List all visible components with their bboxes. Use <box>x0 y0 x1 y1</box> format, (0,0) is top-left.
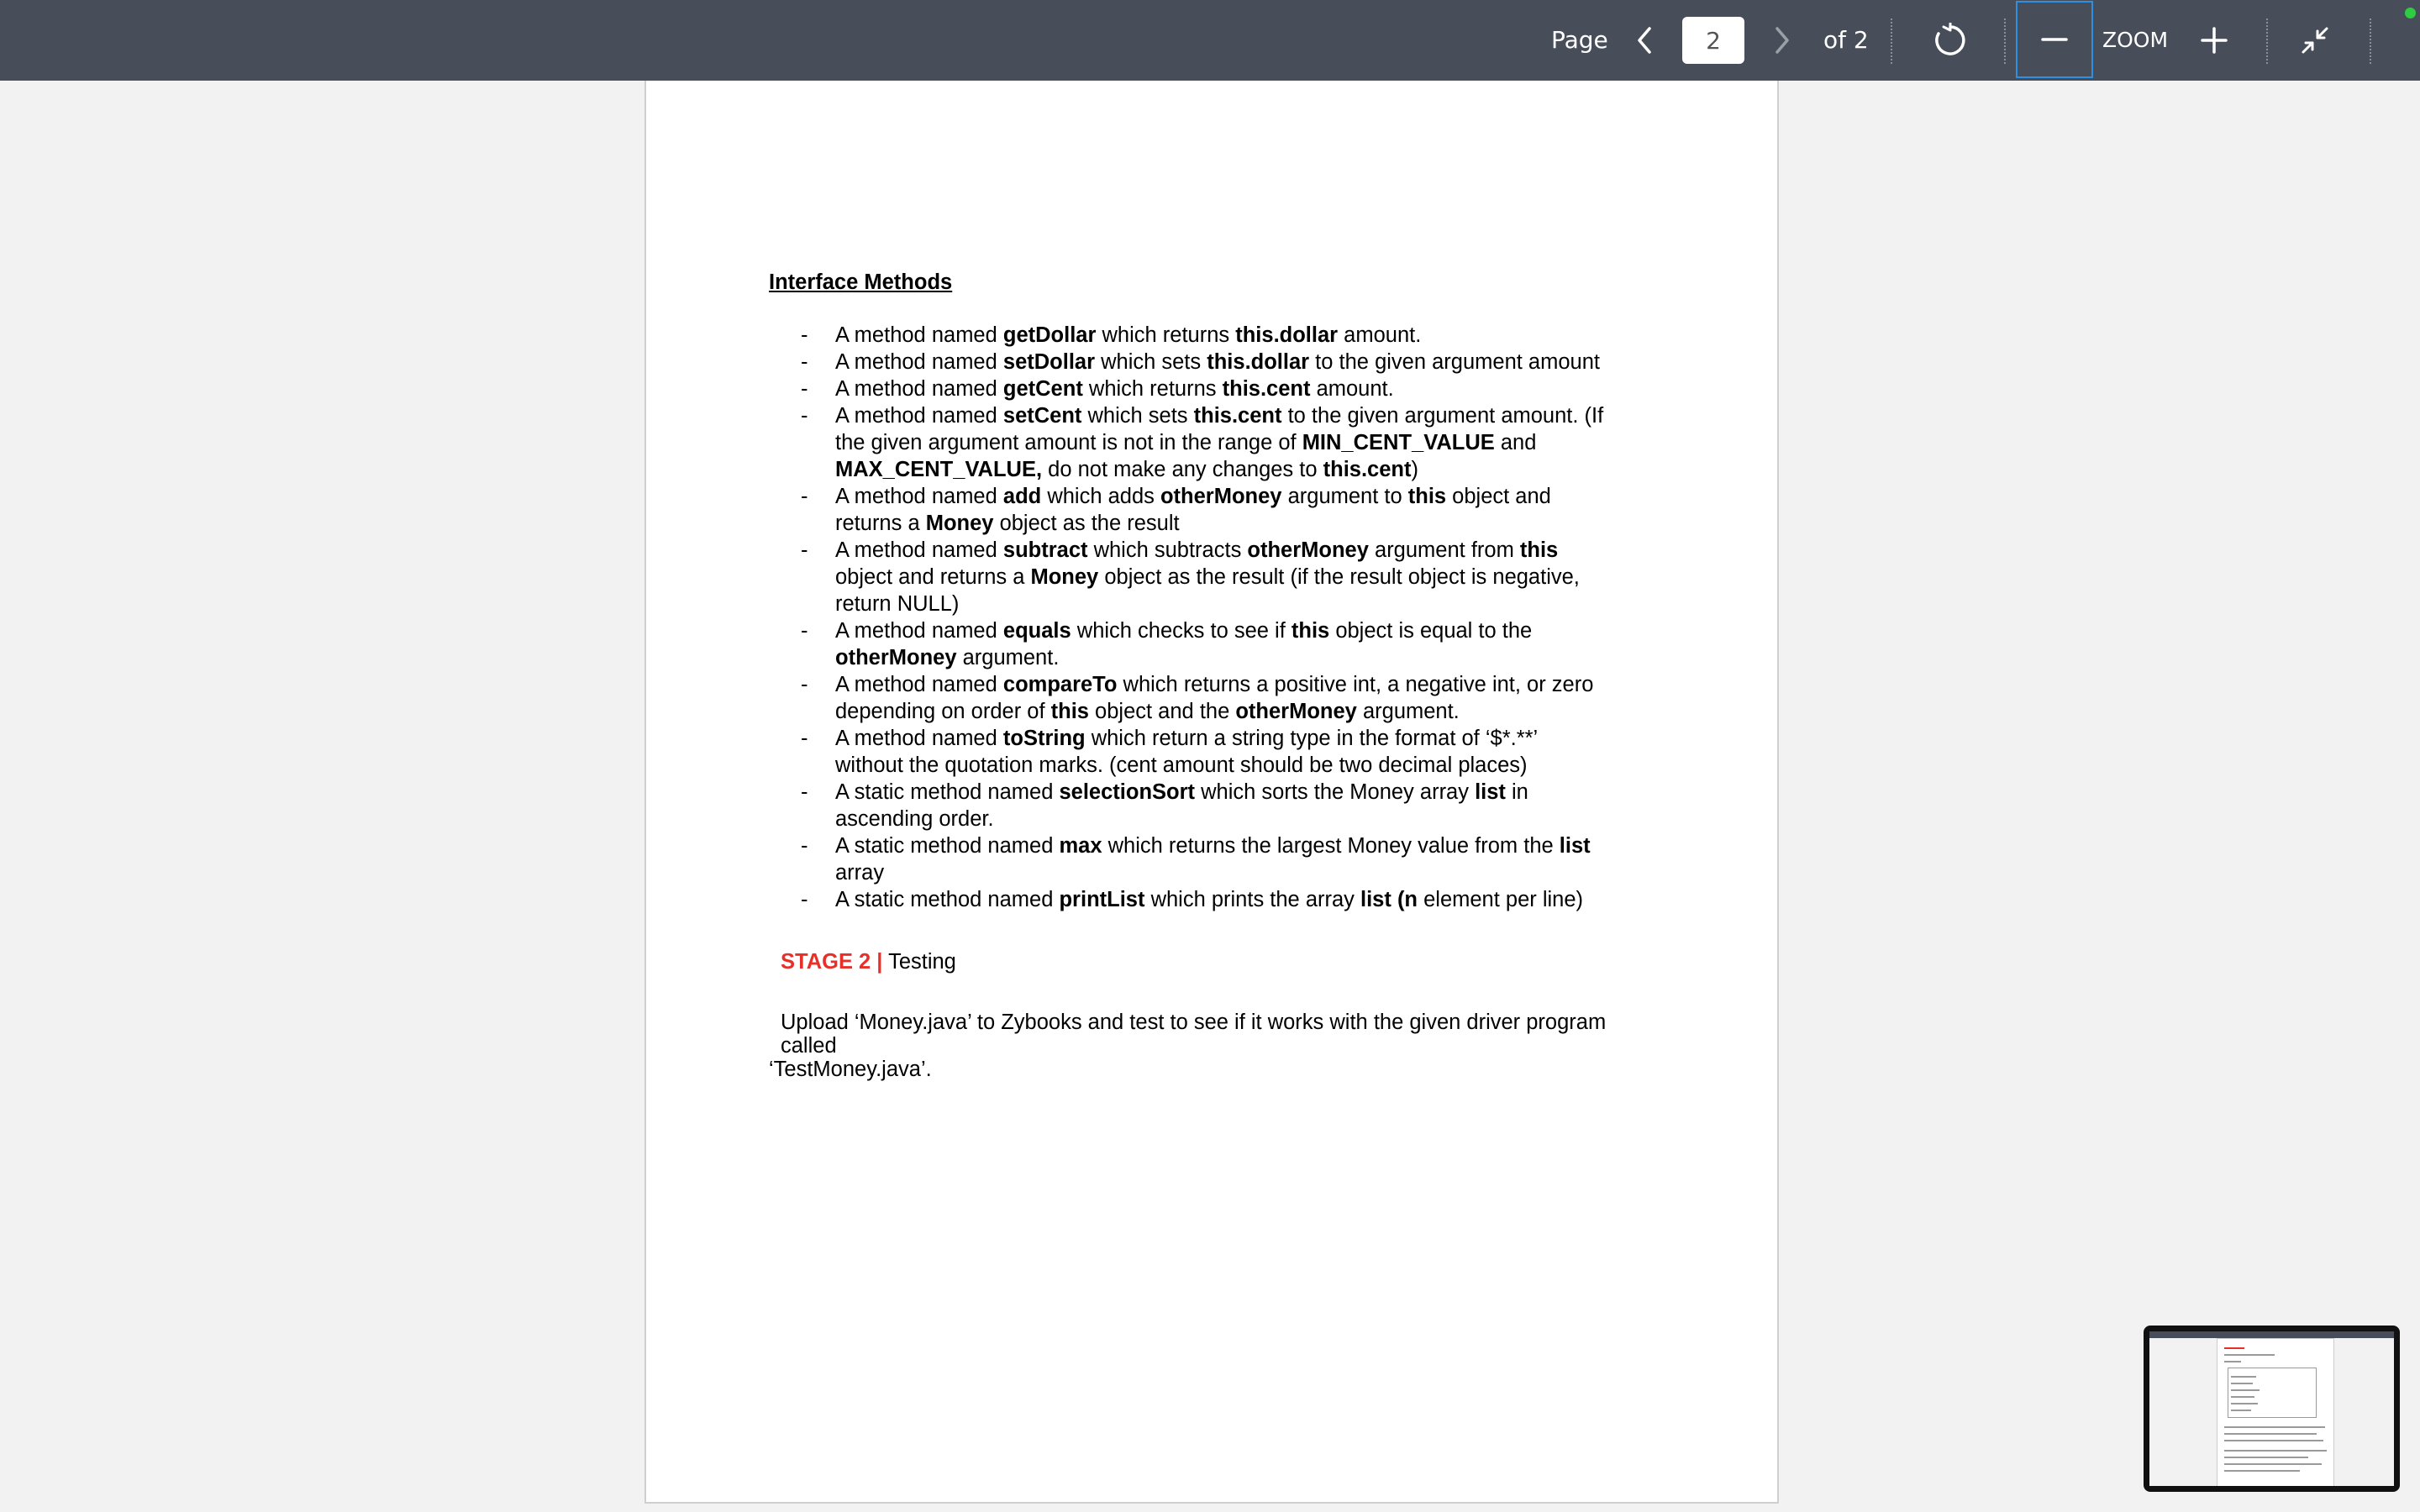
method-text: argument from <box>1368 538 1520 562</box>
next-page-button[interactable] <box>1763 0 1802 81</box>
toolbar-divider <box>2266 18 2268 64</box>
thumbnail-text-line <box>2224 1440 2323 1441</box>
method-text: which return a string type in the format of ‘$*.**’ without the quotation marks. (cent amount should be two decimal places) <box>835 727 1538 777</box>
method-text: object as the result <box>993 512 1180 535</box>
method-text: which returns a positive int, a negative int, or zero depending on order of <box>835 673 1594 723</box>
method-keyword: setDollar <box>1002 350 1096 374</box>
method-keyword: this <box>1407 485 1447 508</box>
method-keyword: Money <box>925 512 994 535</box>
method-keyword: this <box>1519 538 1559 562</box>
method-text: A method named <box>835 404 1003 428</box>
method-text: array <box>835 861 885 885</box>
method-text: which sorts the Money array <box>1195 780 1476 804</box>
upload-instructions <box>769 1011 1660 1081</box>
methods-list <box>769 322 1710 913</box>
method-list-item <box>769 375 1609 402</box>
thumbnail-text-line <box>2224 1426 2325 1428</box>
method-text: which subtracts <box>1087 538 1248 562</box>
upload-line-2: ‘TestMoney.java’. <box>769 1058 932 1081</box>
thumbnail-text-line <box>2231 1383 2253 1384</box>
method-keyword: compareTo <box>1002 673 1118 696</box>
thumbnail-text-line <box>2224 1463 2322 1465</box>
method-text: which prints the array <box>1144 888 1361 911</box>
method-text: A method named <box>835 619 1003 643</box>
method-keyword: this.cent <box>1323 458 1412 481</box>
method-text: object as the result (if the result object is negative, return NULL) <box>835 565 1580 616</box>
method-text: A method named <box>835 350 1003 374</box>
method-keyword: Money <box>1030 565 1099 589</box>
method-list-item <box>769 322 1609 349</box>
method-keyword: this.dollar <box>1207 350 1310 374</box>
list-bullet: - <box>801 377 808 401</box>
method-text: object and returns a <box>835 485 1551 535</box>
method-text: A method named <box>835 727 1003 750</box>
list-bullet: - <box>801 485 808 508</box>
zoom-in-icon <box>2199 25 2229 55</box>
thumbnail-text-line <box>2224 1457 2308 1458</box>
method-keyword: this.cent <box>1193 404 1282 428</box>
method-keyword: selectionSort <box>1059 780 1196 804</box>
list-bullet: - <box>801 888 808 911</box>
method-text: in ascending order. <box>835 780 1528 831</box>
list-bullet: - <box>801 538 808 562</box>
list-bullet: - <box>801 323 808 347</box>
prev-page-button[interactable] <box>1625 0 1664 81</box>
stage-heading <box>769 948 1710 975</box>
zoom-out-button[interactable] <box>2016 1 2093 78</box>
thumbnail-text-line <box>2231 1376 2256 1378</box>
status-indicator <box>2405 8 2416 18</box>
thumbnail-text-line <box>2224 1470 2300 1472</box>
prev-page-icon <box>1635 25 1654 55</box>
page-number-input[interactable] <box>1682 17 1744 64</box>
method-text: which sets <box>1081 404 1194 428</box>
method-text: ) <box>1411 458 1418 481</box>
method-list-item <box>769 671 1609 725</box>
method-keyword: this.dollar <box>1235 323 1339 347</box>
method-text: A static method named <box>835 780 1060 804</box>
method-list-item <box>769 483 1609 537</box>
list-bullet: - <box>801 673 808 696</box>
thumbnail-text-line <box>2224 1450 2327 1452</box>
page-label: Page <box>1551 26 1608 54</box>
method-list-item <box>769 886 1609 913</box>
thumbnail-text-line <box>2231 1410 2251 1411</box>
method-keyword: list (n <box>1360 888 1418 911</box>
list-bullet: - <box>801 619 808 643</box>
method-keyword: equals <box>1002 619 1071 643</box>
thumbnail-page <box>2217 1338 2334 1486</box>
method-list-item <box>769 832 1609 886</box>
list-bullet: - <box>801 404 808 428</box>
thumbnail-text-line <box>2224 1354 2275 1356</box>
collapse-icon <box>2300 25 2330 55</box>
method-text: argument. <box>956 646 1060 669</box>
method-keyword: toString <box>1002 727 1086 750</box>
method-text: and <box>1494 431 1537 454</box>
method-text: argument. <box>1356 700 1460 723</box>
method-keyword: max <box>1059 834 1102 858</box>
toolbar-divider <box>2004 18 2006 64</box>
zoom-in-button[interactable] <box>2193 0 2235 81</box>
method-keyword: otherMoney <box>1247 538 1369 562</box>
method-text: argument to <box>1281 485 1408 508</box>
exit-fullscreen-button[interactable] <box>2294 0 2336 81</box>
stage-label: STAGE 2 | <box>781 950 883 974</box>
method-text: to the given argument amount <box>1309 350 1600 374</box>
method-list-item <box>769 617 1609 671</box>
document-page <box>644 81 1779 1504</box>
method-keyword: otherMoney <box>835 646 957 669</box>
method-text: object and the <box>1088 700 1236 723</box>
method-text: to the given argument amount. (If the given argument amount is not in the range of <box>835 404 1604 454</box>
list-bullet: - <box>801 834 808 858</box>
method-text: A method named <box>835 485 1003 508</box>
method-list-item <box>769 537 1609 617</box>
zoom-out-icon <box>2018 3 2091 76</box>
method-text: amount. <box>1310 377 1394 401</box>
thumbnail-text-line <box>2224 1433 2317 1435</box>
method-text: A method named <box>835 673 1003 696</box>
list-bullet: - <box>801 350 808 374</box>
thumbnail-text-line <box>2231 1403 2258 1404</box>
upload-line-1: Upload ‘Money.java’ to Zybooks and test to see if it works with the given driver program called <box>781 1011 1607 1058</box>
method-text: A method named <box>835 538 1003 562</box>
method-keyword: list <box>1559 834 1591 858</box>
list-bullet: - <box>801 727 808 750</box>
method-text: do not make any changes to <box>1042 458 1323 481</box>
method-text: which checks to see if <box>1071 619 1292 643</box>
method-keyword: MIN_CENT_VALUE <box>1302 431 1495 454</box>
method-keyword: list <box>1475 780 1506 804</box>
method-text: which sets <box>1095 350 1207 374</box>
method-keyword: this <box>1291 619 1330 643</box>
method-keyword: this.cent <box>1222 377 1311 401</box>
method-list-item <box>769 402 1609 483</box>
method-text: amount. <box>1338 323 1422 347</box>
stage-title: Testing <box>888 950 956 974</box>
method-keyword: getDollar <box>1002 323 1097 347</box>
toolbar-divider <box>2370 18 2371 64</box>
method-text: A method named <box>835 377 1003 401</box>
method-text: which adds <box>1041 485 1160 508</box>
toolbar-divider <box>1891 18 1892 64</box>
method-keyword: subtract <box>1002 538 1088 562</box>
method-keyword: setCent <box>1002 404 1082 428</box>
thumbnail-text-line <box>2224 1361 2241 1362</box>
rotate-button[interactable] <box>1929 0 1971 81</box>
method-keyword: printList <box>1059 888 1145 911</box>
method-keyword: MAX_CENT_VALUE, <box>835 458 1043 481</box>
page-count-label: of 2 <box>1823 26 1869 54</box>
section-heading: Interface Methods <box>769 270 953 294</box>
next-page-icon <box>1773 25 1791 55</box>
method-text: which returns <box>1096 323 1236 347</box>
method-keyword: this <box>1050 700 1089 723</box>
method-text: which returns the largest Money value from the <box>1102 834 1560 858</box>
method-keyword: getCent <box>1002 377 1083 401</box>
method-text: element per line) <box>1418 888 1584 911</box>
method-list-item <box>769 349 1609 375</box>
method-keyword: otherMoney <box>1235 700 1357 723</box>
method-keyword: add <box>1002 485 1042 508</box>
document-content <box>769 269 1710 1081</box>
list-bullet: - <box>801 780 808 804</box>
method-list-item <box>769 779 1609 832</box>
thumbnail-viewport <box>2149 1331 2394 1486</box>
pdf-toolbar <box>0 0 2420 81</box>
rotate-icon <box>1933 23 1968 58</box>
method-text: which returns <box>1082 377 1223 401</box>
zoom-label: ZOOM <box>2102 28 2169 52</box>
method-text: object and returns a <box>835 565 1031 589</box>
method-text: A static method named <box>835 888 1060 911</box>
thumbnail-text-line <box>2224 1347 2244 1349</box>
method-text: object is equal to the <box>1329 619 1533 643</box>
thumbnail-toolbar <box>2149 1331 2394 1338</box>
method-text: A static method named <box>835 834 1060 858</box>
method-list-item <box>769 725 1609 779</box>
thumbnail-text-line <box>2231 1389 2260 1391</box>
method-keyword: otherMoney <box>1160 485 1282 508</box>
page-thumbnail-navigator[interactable] <box>2144 1326 2400 1492</box>
method-text: A method named <box>835 323 1003 347</box>
thumbnail-text-line <box>2231 1396 2254 1398</box>
